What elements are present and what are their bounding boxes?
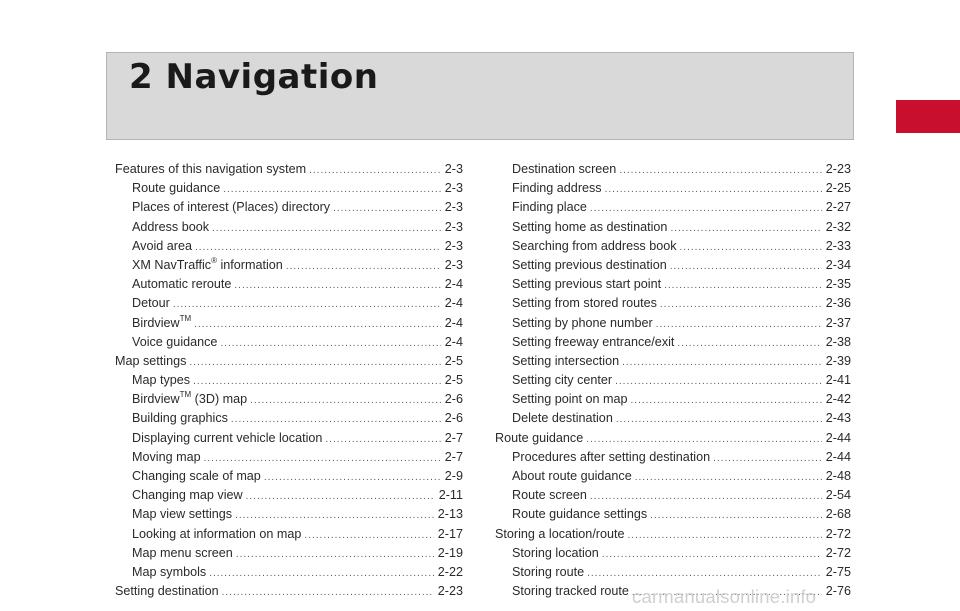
toc-entry-label [132, 198, 330, 217]
dot-leader [670, 257, 822, 276]
dot-leader [622, 353, 822, 372]
toc-entry-label-text: Map types [132, 373, 191, 388]
toc-entry-label [132, 544, 233, 563]
toc-entry-label [115, 582, 219, 601]
toc-entry-label-text: Searching from address book [512, 238, 677, 253]
chapter-side-tab[interactable] [896, 100, 960, 133]
toc-page-number: 2-19 [437, 545, 463, 560]
toc-entry-label-text: Setting by phone number [512, 315, 653, 330]
toc-entry-label-text: Looking at information on map [132, 526, 302, 541]
toc-page-number: 2-76 [825, 584, 851, 599]
dot-leader [615, 372, 822, 391]
trademark-symbol: TM [179, 390, 192, 400]
toc-page-number: 2-33 [825, 238, 851, 253]
toc-page-number: 2-4 [444, 277, 463, 292]
toc-entry-label-text: Setting from stored routes [512, 296, 657, 311]
toc-subsection-entry[interactable] [115, 314, 463, 333]
toc-page-number: 2-3 [444, 257, 463, 272]
toc-entry-label-text: XM NavTraffic [132, 257, 212, 272]
toc-entry-label [132, 256, 283, 275]
toc-entry-label [132, 390, 247, 409]
dot-leader [650, 506, 822, 525]
toc-subsection-entry[interactable] [495, 409, 851, 428]
dot-leader [194, 315, 441, 334]
dot-leader [605, 180, 822, 199]
toc-entry-label-text: Address book [132, 219, 210, 234]
toc-entry-label [512, 179, 602, 198]
dot-leader [223, 180, 441, 199]
toc-entry-label-text: Birdview [132, 392, 180, 407]
toc-subsection-entry[interactable] [495, 256, 851, 275]
dot-leader [660, 295, 822, 314]
toc-page-number: 2-4 [444, 296, 463, 311]
dot-leader [635, 468, 822, 487]
toc-entry-label [512, 333, 674, 352]
toc-subsection-entry[interactable] [495, 563, 851, 582]
toc-page-number: 2-3 [444, 181, 463, 196]
toc-page-number: 2-39 [825, 353, 851, 368]
trademark-symbol: TM [179, 313, 192, 323]
toc-entry-label [495, 429, 583, 448]
toc-subsection-entry[interactable] [115, 409, 463, 428]
toc-entry-label-text: Route guidance [132, 181, 221, 196]
toc-entry-label-text: Changing scale of map [132, 469, 261, 483]
dot-leader [619, 161, 821, 180]
toc-section-entry[interactable] [115, 160, 463, 179]
toc-entry-label-text: Setting freeway entrance/exit [512, 334, 675, 349]
toc-subsection-entry[interactable] [495, 448, 851, 467]
toc-entry-label-text: Places of interest (Places) directory [132, 200, 331, 215]
toc-entry-label-text: Setting point on map [512, 392, 628, 407]
dot-leader [590, 199, 822, 218]
toc-page-number: 2-36 [825, 296, 851, 311]
toc-page-number: 2-68 [825, 507, 851, 522]
dot-leader [590, 487, 822, 506]
dot-leader [664, 276, 822, 295]
toc-subsection-entry[interactable] [495, 333, 851, 352]
toc-page-number: 2-9 [444, 469, 463, 483]
dot-leader [193, 372, 441, 391]
dot-leader [236, 545, 434, 564]
toc-entry-label-text: Map menu screen [132, 545, 233, 560]
dot-leader [631, 391, 822, 410]
dot-leader [195, 238, 441, 257]
toc-entry-label-text: Setting destination [115, 584, 219, 599]
toc-page-number: 2-7 [444, 430, 463, 445]
chapter-header [106, 52, 854, 140]
toc-entry-label-text: Map settings [115, 353, 187, 368]
toc-page-number: 2-54 [825, 488, 851, 503]
toc-page-number: 2-22 [437, 564, 463, 579]
toc-entry-label-text: Route screen [512, 488, 587, 503]
toc-section-entry[interactable] [115, 352, 463, 371]
toc-page-number: 2-38 [825, 334, 851, 349]
toc-entry-label [512, 294, 657, 313]
toc-entry-label-text: About route guidance [512, 469, 632, 483]
dot-leader [713, 449, 822, 468]
toc-entry-label-text: Voice guidance [132, 334, 218, 349]
toc-column-left [115, 160, 463, 601]
toc-page-number: 2-41 [825, 373, 851, 388]
toc-page-number: 2-4 [444, 315, 463, 330]
dot-leader [231, 410, 441, 429]
toc-entry-label [132, 218, 209, 237]
toc-entry-label [115, 352, 186, 371]
toc-page-number: 2-3 [444, 200, 463, 215]
toc-subsection-entry[interactable] [495, 198, 851, 217]
toc-page-number: 2-23 [825, 162, 851, 176]
toc-subsection-entry[interactable] [495, 544, 851, 563]
toc-entry-label-text: Storing tracked route [512, 584, 629, 599]
toc-subsection-entry[interactable] [115, 544, 463, 563]
toc-entry-label-text: Route guidance [495, 430, 584, 445]
dot-leader [250, 391, 441, 410]
toc-subsection-entry[interactable] [115, 563, 463, 582]
toc-page-number: 2-27 [825, 200, 851, 215]
toc-page-number: 2-32 [825, 219, 851, 234]
dot-leader [680, 238, 822, 257]
toc-entry-label-text: Features of this navigation system [115, 162, 307, 176]
dot-leader [586, 430, 822, 449]
toc-subsection-entry[interactable] [115, 505, 463, 524]
dot-leader [628, 526, 822, 545]
toc-entry-label-text: Delete destination [512, 411, 613, 426]
toc-page-number: 2-6 [444, 411, 463, 426]
toc-entry-label [512, 544, 599, 563]
dot-leader [325, 430, 440, 449]
toc-entry-label [512, 563, 584, 582]
toc-entry-label-text: Changing map view [132, 488, 243, 503]
toc-entry-label [132, 486, 243, 505]
toc-entry-label-text: Storing a location/route [495, 526, 625, 541]
toc-entry-label [512, 218, 667, 237]
toc-entry-label-text: Birdview [132, 315, 180, 330]
toc-entry-label-text: Setting previous destination [512, 257, 667, 272]
toc-page-number: 2-7 [444, 449, 463, 464]
toc-subsection-entry[interactable] [495, 275, 851, 294]
toc-section-entry[interactable] [495, 525, 851, 544]
toc-entry-label [512, 352, 619, 371]
toc-entry-label-text: Procedures after setting destination [512, 449, 711, 464]
toc-entry-label [132, 237, 192, 256]
dot-leader [602, 545, 822, 564]
toc-section-entry[interactable] [115, 582, 463, 601]
toc-subsection-entry[interactable] [115, 294, 463, 313]
toc-entry-label-text: Building graphics [132, 411, 228, 426]
toc-entry-label-text: Storing route [512, 564, 585, 579]
dot-leader [235, 506, 434, 525]
toc-entry-label-text: Setting intersection [512, 353, 620, 368]
toc-subsection-entry[interactable] [495, 390, 851, 409]
toc-page-number: 2-42 [825, 392, 851, 407]
toc-entry-label [512, 371, 612, 390]
toc-subsection-entry[interactable] [115, 198, 463, 217]
toc-subsection-entry[interactable] [115, 275, 463, 294]
toc-entry-label [512, 448, 710, 467]
toc-subsection-entry[interactable] [495, 486, 851, 505]
toc-subsection-entry[interactable] [115, 179, 463, 198]
toc-entry-label-text: Map symbols [132, 564, 207, 579]
toc-entry-label [132, 563, 206, 582]
dot-leader [204, 449, 441, 468]
toc-subsection-entry[interactable] [115, 486, 463, 505]
toc-subsection-entry[interactable] [115, 218, 463, 237]
toc-entry-label [132, 525, 301, 544]
toc-entry-label [512, 275, 661, 294]
chapter-title: 2 Navigation [129, 57, 379, 97]
toc-entry-label [512, 409, 613, 428]
toc-entry-label [132, 505, 232, 524]
toc-page-number: 2-5 [444, 373, 463, 388]
toc-entry-label-text: Map view settings [132, 507, 233, 522]
toc-subsection-entry[interactable] [495, 179, 851, 198]
toc-entry-label-text: Moving map [132, 449, 201, 464]
toc-entry-label-text: Route guidance settings [512, 507, 648, 522]
toc-subsection-entry[interactable] [495, 237, 851, 256]
toc-subsection-entry[interactable] [115, 467, 463, 486]
toc-entry-label [132, 429, 322, 448]
toc-subsection-entry[interactable] [495, 160, 851, 179]
toc-subsection-entry[interactable] [115, 429, 463, 448]
toc-entry-label-text: Automatic reroute [132, 277, 232, 292]
toc-page-number: 2-44 [825, 449, 851, 464]
toc-entry-label [132, 371, 190, 390]
toc-page-number: 2-37 [825, 315, 851, 330]
dot-leader [222, 583, 434, 602]
toc-page-number: 2-43 [825, 411, 851, 426]
toc-page-number: 2-34 [825, 257, 851, 272]
toc-page-number: 2-3 [444, 238, 463, 253]
toc-entry-label-text: Detour [132, 296, 170, 311]
toc-entry-label-text: Setting city center [512, 373, 613, 388]
toc-entry-label [512, 237, 677, 256]
toc-subsection-entry[interactable] [495, 352, 851, 371]
toc-page-number: 2-75 [825, 564, 851, 579]
toc-subsection-entry[interactable] [495, 218, 851, 237]
toc-subsection-entry[interactable] [495, 294, 851, 313]
toc-page-number: 2-6 [444, 392, 463, 407]
toc-page-number: 2-48 [825, 469, 851, 483]
toc-entry-label-text: Storing location [512, 545, 599, 560]
toc-entry-label [132, 314, 191, 333]
toc-entry-label [132, 448, 201, 467]
toc-entry-label [132, 409, 228, 428]
toc-entry-label-text: Finding address [512, 181, 602, 196]
toc-entry-label-text: Destination screen [512, 162, 617, 176]
toc-subsection-entry[interactable] [115, 525, 463, 544]
toc-page-number: 2-4 [444, 334, 463, 349]
toc-page-number: 2-11 [438, 488, 463, 503]
dot-leader [212, 219, 441, 238]
dot-leader [309, 161, 441, 180]
toc-page-number: 2-5 [444, 353, 463, 368]
dot-leader [677, 334, 821, 353]
toc-page-number: 2-13 [437, 507, 463, 522]
toc-subsection-entry[interactable] [495, 505, 851, 524]
toc-entry-label [512, 390, 628, 409]
toc-entry-label-text: Displaying current vehicle location [132, 430, 323, 445]
dot-leader [209, 564, 434, 583]
dot-leader [246, 487, 435, 506]
toc-entry-label [132, 275, 231, 294]
toc-page-number: 2-25 [825, 181, 851, 196]
toc-subsection-entry[interactable] [115, 333, 463, 352]
toc-entry-label [115, 160, 306, 179]
toc-page-number: 2-35 [825, 277, 851, 292]
toc-page-number: 2-3 [444, 162, 463, 176]
dot-leader [304, 526, 433, 545]
toc-section-entry[interactable] [495, 429, 851, 448]
dot-leader [264, 468, 441, 487]
toc-entry-label [512, 160, 616, 179]
dot-leader [234, 276, 440, 295]
dot-leader [286, 257, 441, 276]
dot-leader [189, 353, 440, 372]
toc-entry-label-suffix: (3D) map [191, 392, 248, 407]
toc-entry-label-suffix: information [216, 257, 283, 272]
toc-entry-label [132, 467, 261, 486]
toc-entry-label [512, 198, 587, 217]
trademark-symbol: ® [211, 255, 217, 265]
toc-entry-label [512, 467, 632, 486]
toc-entry-label [495, 525, 625, 544]
dot-leader [616, 410, 822, 429]
toc-entry-label [132, 333, 217, 352]
dot-leader [587, 564, 822, 583]
watermark: carmanualsonline.info [632, 586, 817, 607]
toc-page-number: 2-72 [825, 526, 851, 541]
toc-entry-label [512, 486, 587, 505]
toc-subsection-entry[interactable] [115, 448, 463, 467]
dot-leader [656, 315, 822, 334]
dot-leader [333, 199, 441, 218]
toc-subsection-entry[interactable] [115, 371, 463, 390]
toc-page-number: 2-23 [437, 584, 463, 599]
toc-entry-label-text: Avoid area [132, 238, 192, 253]
toc-subsection-entry[interactable] [115, 237, 463, 256]
toc-subsection-entry[interactable] [115, 256, 463, 275]
toc-subsection-entry[interactable] [495, 467, 851, 486]
toc-entry-label [132, 294, 170, 313]
toc-entry-label [512, 256, 667, 275]
dot-leader [220, 334, 440, 353]
toc-entry-label [512, 314, 653, 333]
toc-entry-label [512, 582, 629, 601]
toc-page-number: 2-44 [825, 430, 851, 445]
toc-entry-label [512, 505, 647, 524]
toc-entry-label-text: Setting previous start point [512, 277, 662, 292]
toc-subsection-entry[interactable] [495, 371, 851, 390]
toc-entry-label-text: Finding place [512, 200, 587, 215]
toc-page-number: 2-72 [825, 545, 851, 560]
toc-subsection-entry[interactable] [495, 314, 851, 333]
dot-leader [173, 295, 441, 314]
toc-page-number: 2-17 [437, 526, 463, 541]
dot-leader [670, 219, 821, 238]
toc-entry-label-text: Setting home as destination [512, 219, 668, 234]
toc-page-number: 2-3 [444, 219, 463, 234]
toc-column-right [495, 160, 851, 601]
toc-entry-label [132, 179, 220, 198]
toc-subsection-entry[interactable] [115, 390, 463, 409]
